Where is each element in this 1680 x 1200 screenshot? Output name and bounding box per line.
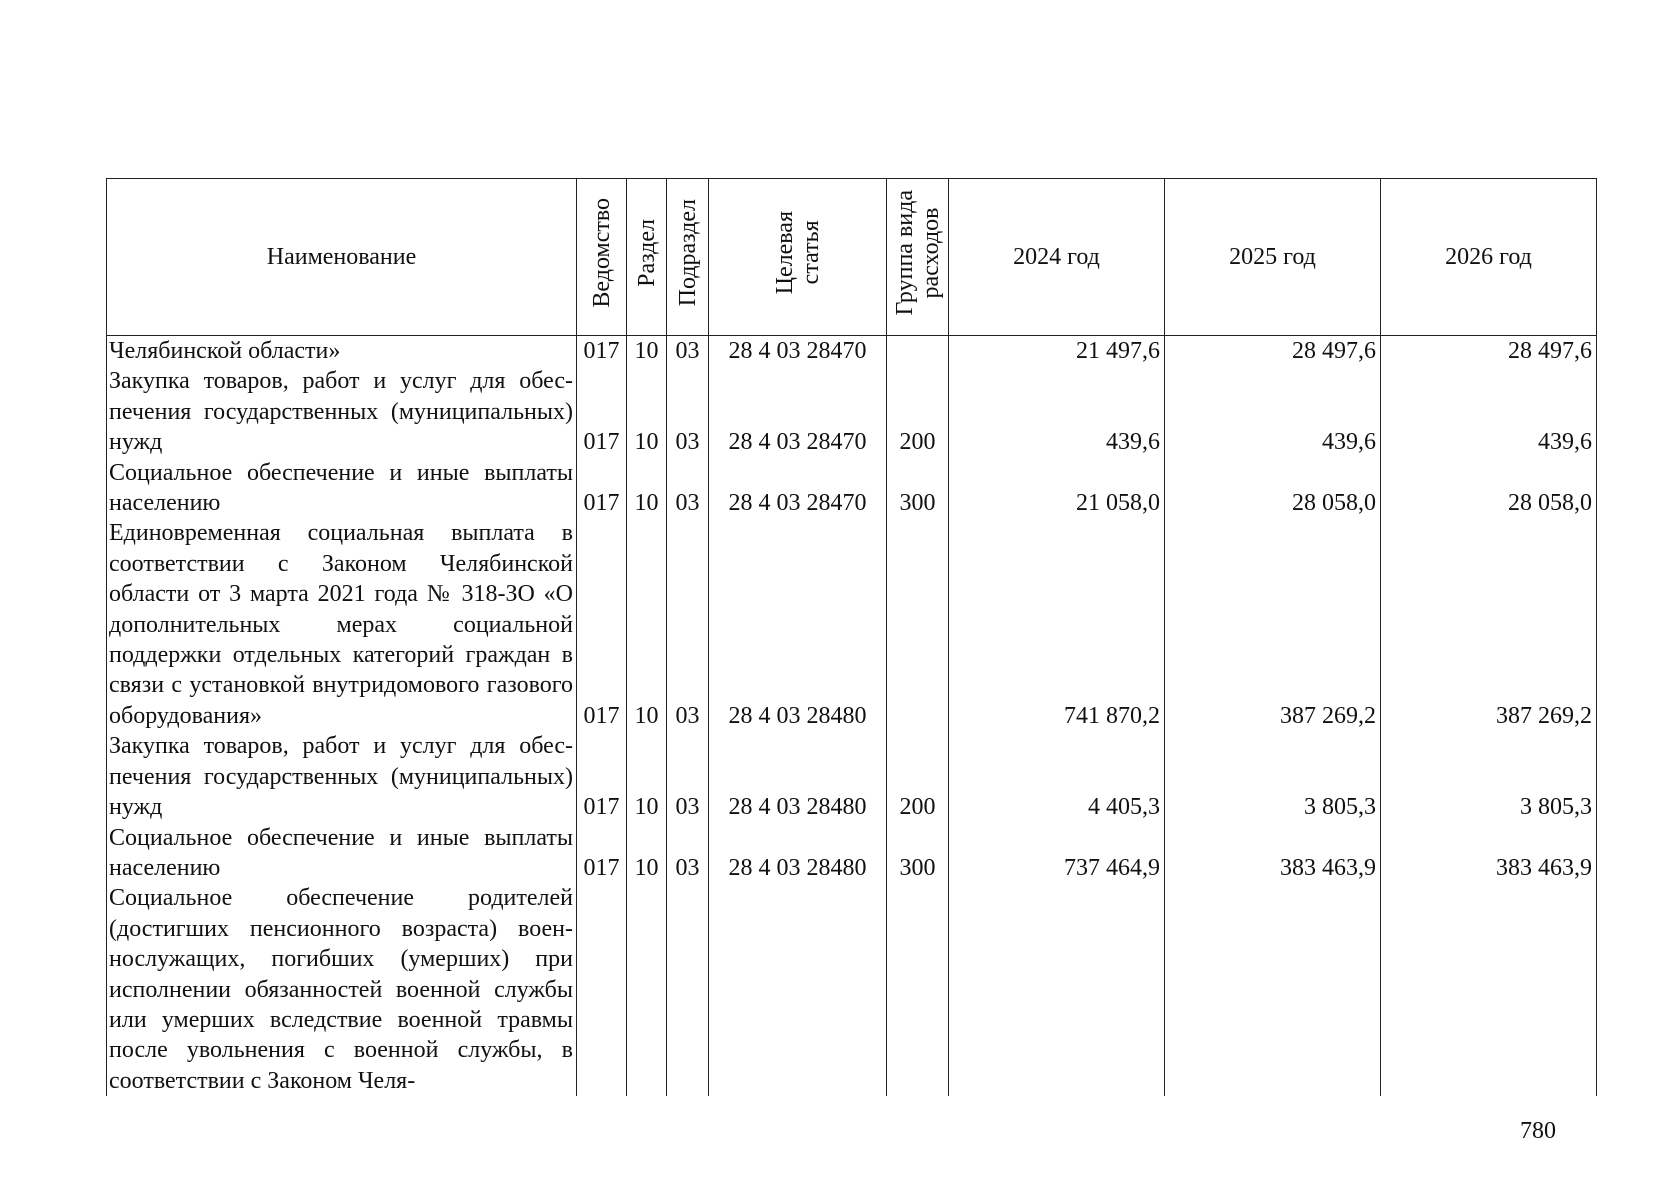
row-vedomstvo-cell: 017	[577, 366, 627, 457]
row-celevaya-statya-cell: 28 4 03 28480	[709, 823, 887, 884]
row-razdel-cell: 10	[627, 458, 667, 519]
row-podrazdel-cell: 03	[667, 731, 709, 822]
row-gruppa-cell	[887, 336, 949, 367]
page-number: 780	[1520, 1118, 1556, 1144]
row-razdel-cell: 10	[627, 366, 667, 457]
row-podrazdel-cell: 03	[667, 458, 709, 519]
header-year-2025: 2025 год	[1165, 179, 1381, 336]
row-name-cell: Социальное обеспечение родителей (достигших пенсионного возраста) военнослужащих, погибших (умерших) при исполнении обязанностей военной службы или умерших вследствие военной травмы после увольнения с военной службы, в соответствии с Законом Челя-	[107, 883, 577, 1096]
row-gruppa-cell: 300	[887, 458, 949, 519]
row-celevaya-statya-cell: 28 4 03 28480	[709, 731, 887, 822]
row-razdel-cell: 10	[627, 731, 667, 822]
row-name-cell: Закупка товаров, работ и услуг для обеспечения государственных (муниципальных) нужд	[107, 366, 577, 457]
row-2024-value: 439,6	[949, 366, 1165, 457]
row-podrazdel-cell: 03	[667, 823, 709, 884]
row-2025-value: 383 463,9	[1165, 823, 1381, 884]
row-name-cell: Закупка товаров, работ и услуг для обеспечения государственных (муниципальных) нужд	[107, 731, 577, 822]
row-vedomstvo-cell: 017	[577, 458, 627, 519]
header-year-2024: 2024 год	[949, 179, 1165, 336]
row-podrazdel-cell: 03	[667, 366, 709, 457]
header-gruppa-vida-rashodov	[887, 179, 949, 336]
row-2025-value: 387 269,2	[1165, 518, 1381, 731]
table-header-row	[107, 179, 1597, 336]
header-gruppa-label: Группа вида расходов	[891, 190, 944, 316]
header-razdel	[627, 179, 667, 336]
table-row	[107, 336, 1597, 367]
row-2024-value: 741 870,2	[949, 518, 1165, 731]
row-vedomstvo-cell: 017	[577, 823, 627, 884]
row-celevaya-statya-cell: 28 4 03 28470	[709, 458, 887, 519]
row-razdel-cell: 10	[627, 518, 667, 731]
row-celevaya-statya-cell: 28 4 03 28470	[709, 366, 887, 457]
row-razdel-cell: 10	[627, 336, 667, 367]
header-year-2026: 2026 год	[1381, 179, 1597, 336]
row-gruppa-cell: 300	[887, 823, 949, 884]
header-name: Наименование	[107, 179, 577, 336]
header-celevaya-statya	[709, 179, 887, 336]
row-2024-value: 737 464,9	[949, 823, 1165, 884]
row-razdel-cell	[627, 883, 667, 1096]
table-row	[107, 458, 1597, 519]
table-row	[107, 731, 1597, 822]
row-2024-value: 4 405,3	[949, 731, 1165, 822]
row-2026-value: 28 497,6	[1381, 336, 1597, 367]
table-row	[107, 518, 1597, 731]
row-gruppa-cell: 200	[887, 731, 949, 822]
table-row	[107, 823, 1597, 884]
row-2026-value: 439,6	[1381, 366, 1597, 457]
row-2026-value: 3 805,3	[1381, 731, 1597, 822]
row-celevaya-statya-cell	[709, 883, 887, 1096]
row-2024-value: 21 058,0	[949, 458, 1165, 519]
row-name-cell: Единовременная социальная выплата в соответствии с Законом Челябинской области от 3 марта 2021 года № 318-ЗО «О дополнительных мерах социальной поддержки отдельных категорий граждан в связи с установкой внутридомового газового оборудования»	[107, 518, 577, 731]
row-name-cell: Социальное обеспечение и иные выплаты населению	[107, 823, 577, 884]
table-row	[107, 366, 1597, 457]
row-podrazdel-cell: 03	[667, 518, 709, 731]
header-razdel-label: Раздел	[633, 218, 660, 287]
row-celevaya-statya-cell: 28 4 03 28470	[709, 336, 887, 367]
row-gruppa-cell	[887, 518, 949, 731]
header-celevaya-statya-label: Целевая статья	[771, 211, 824, 295]
row-name-cell: Челябинской области»	[107, 336, 577, 367]
row-2026-value: 387 269,2	[1381, 518, 1597, 731]
row-vedomstvo-cell: 017	[577, 336, 627, 367]
row-gruppa-cell	[887, 883, 949, 1096]
row-2025-value: 439,6	[1165, 366, 1381, 457]
header-vedomstvo	[577, 179, 627, 336]
row-2025-value: 28 497,6	[1165, 336, 1381, 367]
row-2024-value	[949, 883, 1165, 1096]
header-vedomstvo-label: Ведомство	[588, 198, 615, 308]
row-vedomstvo-cell: 017	[577, 518, 627, 731]
row-celevaya-statya-cell: 28 4 03 28480	[709, 518, 887, 731]
row-2025-value: 28 058,0	[1165, 458, 1381, 519]
header-podrazdel	[667, 179, 709, 336]
row-razdel-cell: 10	[627, 823, 667, 884]
row-2025-value	[1165, 883, 1381, 1096]
row-gruppa-cell: 200	[887, 366, 949, 457]
row-name-cell: Социальное обеспечение и иные выплаты населению	[107, 458, 577, 519]
row-vedomstvo-cell: 017	[577, 731, 627, 822]
row-vedomstvo-cell	[577, 883, 627, 1096]
budget-table	[106, 178, 1597, 1096]
row-2024-value: 21 497,6	[949, 336, 1165, 367]
table-row	[107, 883, 1597, 1096]
row-2025-value: 3 805,3	[1165, 731, 1381, 822]
row-podrazdel-cell	[667, 883, 709, 1096]
budget-table-page	[106, 178, 1596, 1100]
row-podrazdel-cell: 03	[667, 336, 709, 367]
row-2026-value	[1381, 883, 1597, 1096]
row-2026-value: 383 463,9	[1381, 823, 1597, 884]
header-podrazdel-label: Подраздел	[674, 199, 701, 307]
row-2026-value: 28 058,0	[1381, 458, 1597, 519]
